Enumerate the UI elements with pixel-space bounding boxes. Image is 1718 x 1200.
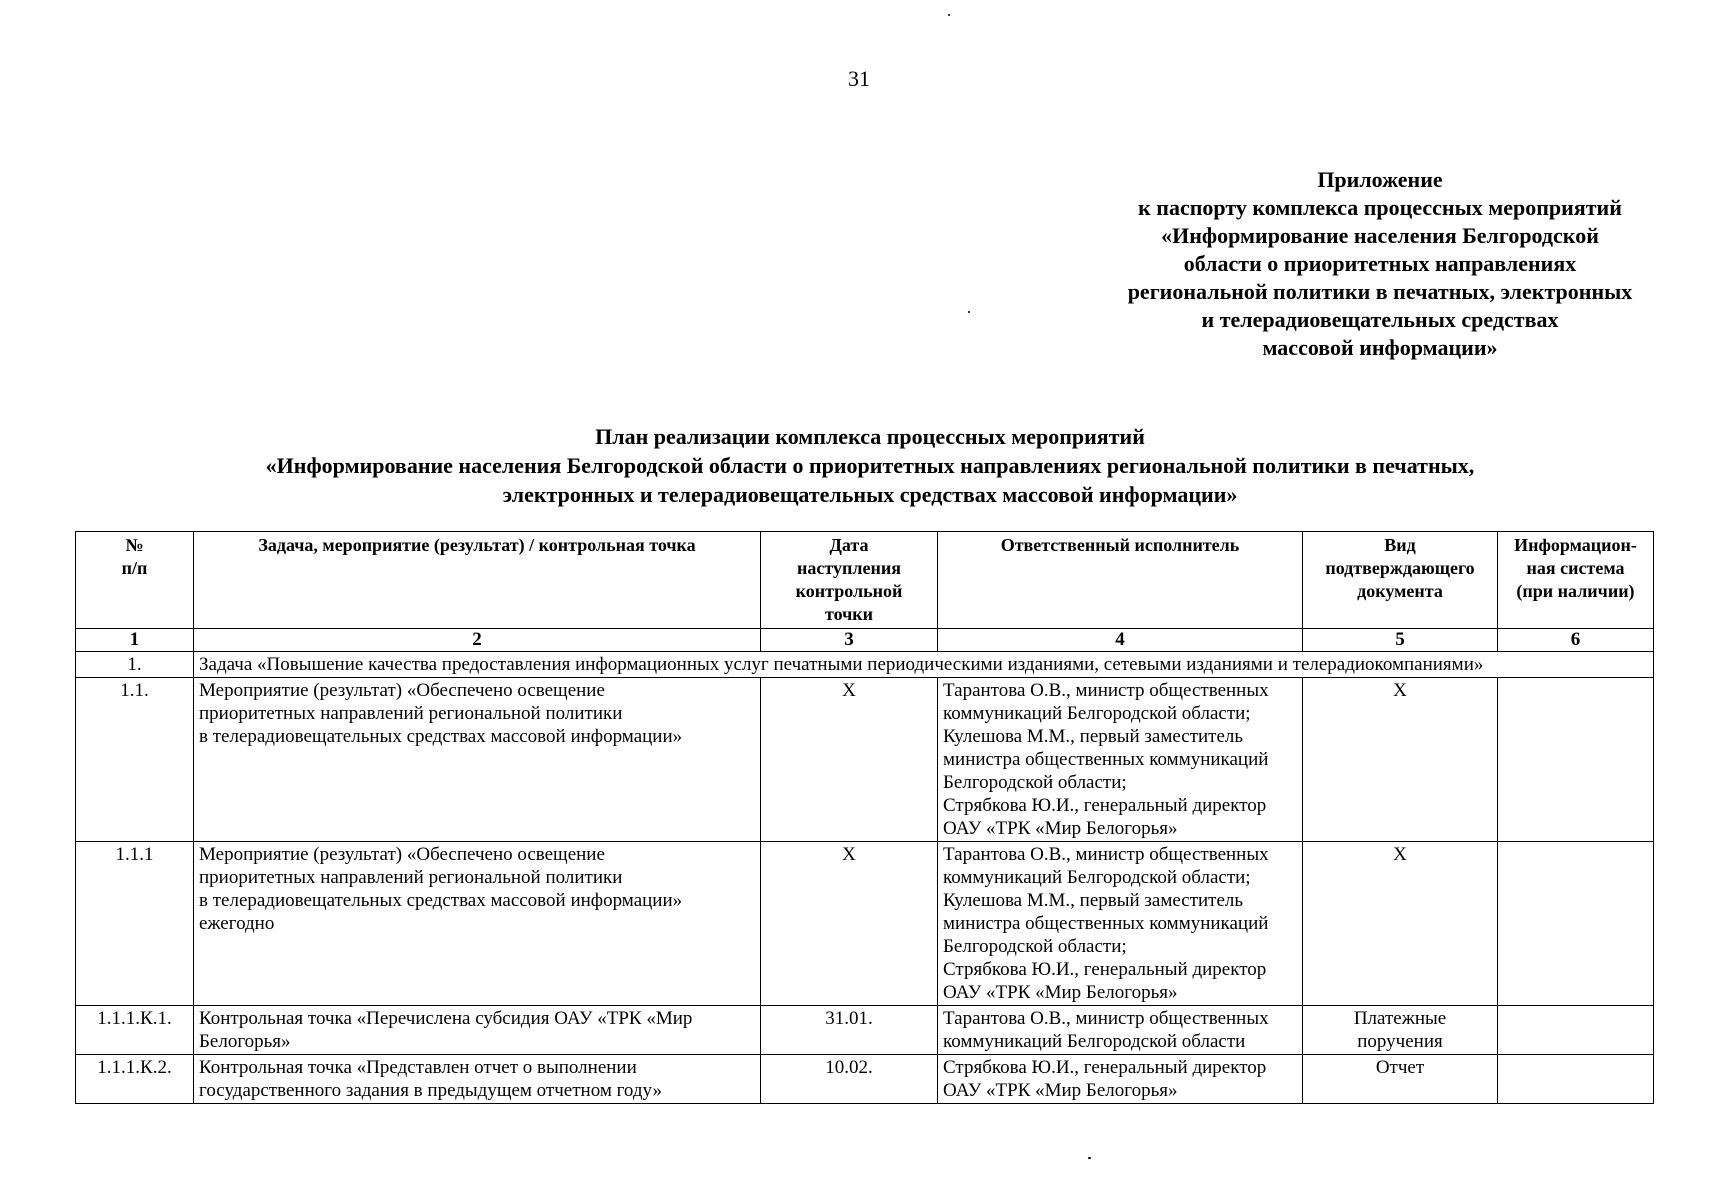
row-number: 1.1. <box>76 678 194 842</box>
column-number: 6 <box>1498 629 1654 652</box>
row-system <box>1498 1006 1654 1055</box>
appendix-line: массовой информации» <box>1262 335 1498 360</box>
scan-speck <box>1088 1157 1091 1159</box>
plan-title-line: «Информирование населения Белгородской области о приоритетных направлениях региональной политики в печатных, <box>265 453 1475 478</box>
header-cell-number: № п/п <box>76 532 194 629</box>
table-row <box>76 1006 1654 1055</box>
plan-title-line: План реализации комплекса процессных мероприятий <box>595 424 1145 449</box>
appendix-line: региональной политики в печатных, электронных <box>1127 279 1633 304</box>
row-system <box>1498 678 1654 842</box>
row-task: Мероприятие (результат) «Обеспечено освещение приоритетных направлений региональной политики в телерадиовещательных средствах массовой информации» ежегодно <box>194 842 761 1006</box>
header-cell-responsible: Ответственный исполнитель <box>938 532 1303 629</box>
header-cell-system: Информацион- ная система (при наличии) <box>1498 532 1654 629</box>
row-task: Мероприятие (результат) «Обеспечено освещение приоритетных направлений региональной политики в телерадиовещательных средствах массовой информации» <box>194 678 761 842</box>
row-task: Контрольная точка «Перечислена субсидия ОАУ «ТРК «Мир Белогорья» <box>194 1006 761 1055</box>
row-number: 1.1.1.К.2. <box>76 1055 194 1104</box>
task-row <box>76 652 1654 678</box>
row-system <box>1498 842 1654 1006</box>
column-number-row <box>76 629 1654 652</box>
scan-speck <box>948 14 950 16</box>
row-date: 31.01. <box>761 1006 938 1055</box>
appendix-line: к паспорту комплекса процессных мероприятий <box>1138 195 1622 220</box>
row-responsible: Тарантова О.В., министр общественных коммуникаций Белгородской области; Кулешова М.М., первый заместитель министра общественных коммуникаций Белгородской области; Стрябкова Ю.И., генеральный директор ОАУ «ТРК «Мир Белогорья» <box>938 842 1303 1006</box>
column-number: 3 <box>761 629 938 652</box>
header-cell-task: Задача, мероприятие (результат) / контрольная точка <box>194 532 761 629</box>
row-document: X <box>1303 842 1498 1006</box>
appendix-line: и телерадиовещательных средствах <box>1201 307 1559 332</box>
row-document: Платежные поручения <box>1303 1006 1498 1055</box>
row-date: 10.02. <box>761 1055 938 1104</box>
column-number: 5 <box>1303 629 1498 652</box>
scan-speck <box>968 311 970 313</box>
row-responsible: Тарантова О.В., министр общественных коммуникаций Белгородской области <box>938 1006 1303 1055</box>
row-task: Контрольная точка «Представлен отчет о выполнении государственного задания в предыдущем отчетном году» <box>194 1055 761 1104</box>
column-number: 4 <box>938 629 1303 652</box>
table-row <box>76 678 1654 842</box>
row-number: 1.1.1.К.1. <box>76 1006 194 1055</box>
header-cell-document: Вид подтверждающего документа <box>1303 532 1498 629</box>
table-row <box>76 842 1654 1006</box>
plan-title <box>100 422 1640 509</box>
appendix-header <box>1080 166 1680 362</box>
appendix-line: Приложение <box>1317 167 1443 192</box>
page-number: 31 <box>848 66 870 91</box>
row-date: X <box>761 842 938 1006</box>
task-number: 1. <box>76 652 194 678</box>
column-number: 1 <box>76 629 194 652</box>
row-system <box>1498 1055 1654 1104</box>
row-date: X <box>761 678 938 842</box>
row-number: 1.1.1 <box>76 842 194 1006</box>
appendix-line: «Информирование населения Белгородской <box>1161 223 1599 248</box>
task-text: Задача «Повышение качества предоставления информационных услуг печатными периодическими изданиями, сетевыми изданиями и телерадиокомпаниями» <box>194 652 1654 678</box>
column-number: 2 <box>194 629 761 652</box>
plan-title-line: электронных и телерадиовещательных средствах массовой информации» <box>502 482 1238 507</box>
row-document: Отчет <box>1303 1055 1498 1104</box>
appendix-line: области о приоритетных направлениях <box>1183 251 1577 276</box>
table-row <box>76 1055 1654 1104</box>
row-responsible: Тарантова О.В., министр общественных коммуникаций Белгородской области; Кулешова М.М., первый заместитель министра общественных коммуникаций Белгородской области; Стрябкова Ю.И., генеральный директор ОАУ «ТРК «Мир Белогорья» <box>938 678 1303 842</box>
plan-table <box>75 531 1654 1104</box>
row-responsible: Стрябкова Ю.И., генеральный директор ОАУ «ТРК «Мир Белогорья» <box>938 1055 1303 1104</box>
header-cell-date: Дата наступления контрольной точки <box>761 532 938 629</box>
header-row <box>76 532 1654 629</box>
row-document: X <box>1303 678 1498 842</box>
